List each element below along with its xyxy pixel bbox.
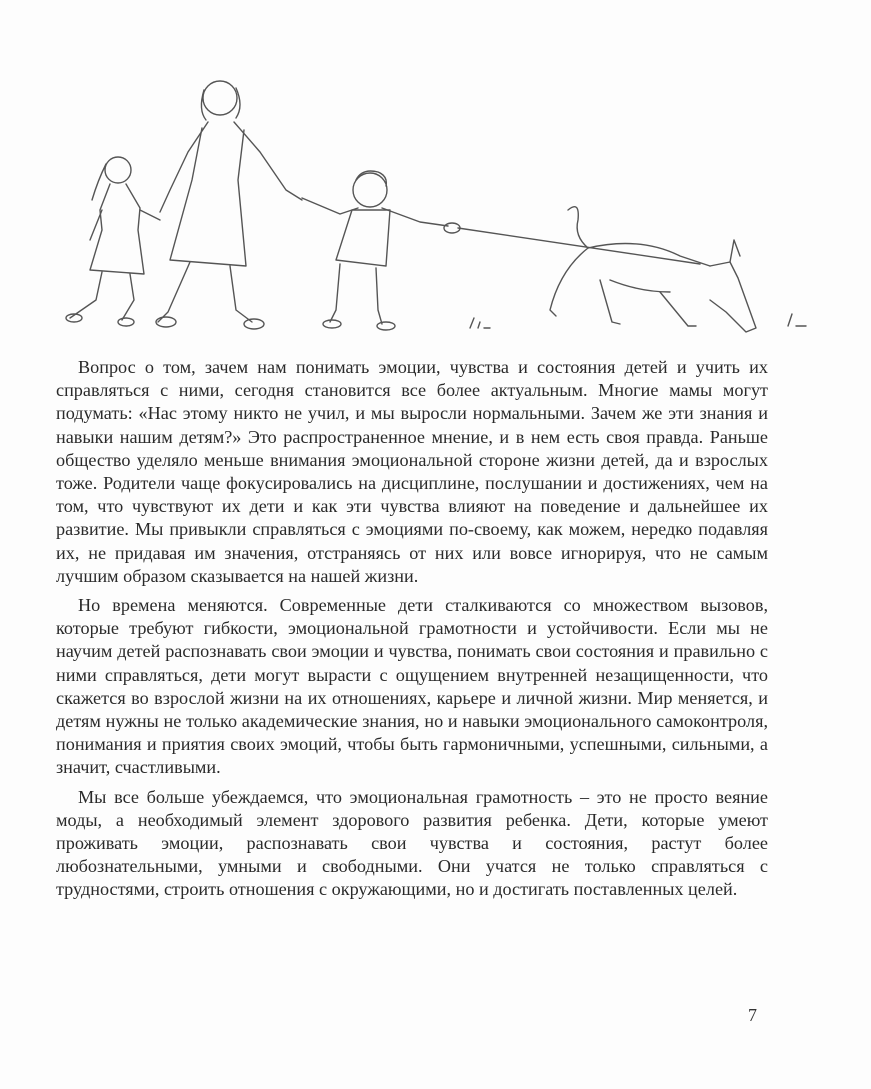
grass-tuft — [470, 318, 490, 328]
grass-tuft — [788, 314, 806, 326]
girl-figure — [66, 157, 160, 326]
mother-figure — [156, 81, 302, 329]
family-walking-dog-illustration — [40, 60, 830, 350]
dog-figure — [550, 207, 756, 332]
body-text — [56, 356, 768, 908]
leash-line — [458, 228, 700, 264]
boy-figure — [302, 171, 460, 330]
paragraph: Вопрос о том, зачем нам понимать эмоции, чувства и состояния детей и учить их справляться с ними, сегодня становится все более актуальным. Многие мамы могут подумать: «Нас этому никто не учил, и мы выросли нормальными. Зачем же эти знания и навыки нашим детям?» Это распространенное мнение, и в нем есть своя правда. Раньше общество уделяло меньше внимания эмоциональной стороне жизни детей, да и взрослых тоже. Родители чаще фокусировались на дисциплине, послушании и достижениях, чем на том, что чувствуют их дети и как эти чувства влияют на поведение и дальнейшее их развитие. Мы привыкли справляться с эмоциями по-своему, как можем, нередко подавляя их, не придавая им значения, отстраняясь от них или вовсе игнорируя, что не самым лучшим образом сказывается на нашей жизни. — [56, 357, 768, 586]
page-number: 7 — [748, 1005, 757, 1025]
illustration-drawing — [40, 60, 830, 350]
paragraph: Мы все больше убеждаемся, что эмоциональная грамотность – это не просто веяние моды, а необходимый элемент здорового развития ребенка. Дети, которые умеют проживать эмоции, распознавать свои чувства и состояния, растут более любознательными, умными и свободными. Они учатся не только справляться с трудностями, строить отношения с окружающими, но и достигать поставленных целей. — [56, 786, 768, 900]
paragraph: Но времена меняются. Современные дети сталкиваются со множеством вызовов, которые требуют гибкости, эмоциональной грамотности и устойчивости. Если мы не научим детей распознавать свои эмоции и чувства, понимать свои состояния и правильно с ними справляться, дети могут вырасти с ощущением внутренней незащищенности, что скажется во взрослой жизни на их отношениях, карьере и личной жизни. Мир меняется, и детям нужны не только академические знания, но и навыки эмоционального самоконтроля, понимания и приятия своих эмоций, чтобы быть гармоничными, успешными, сильными, а значит, счастливыми. — [56, 595, 768, 778]
